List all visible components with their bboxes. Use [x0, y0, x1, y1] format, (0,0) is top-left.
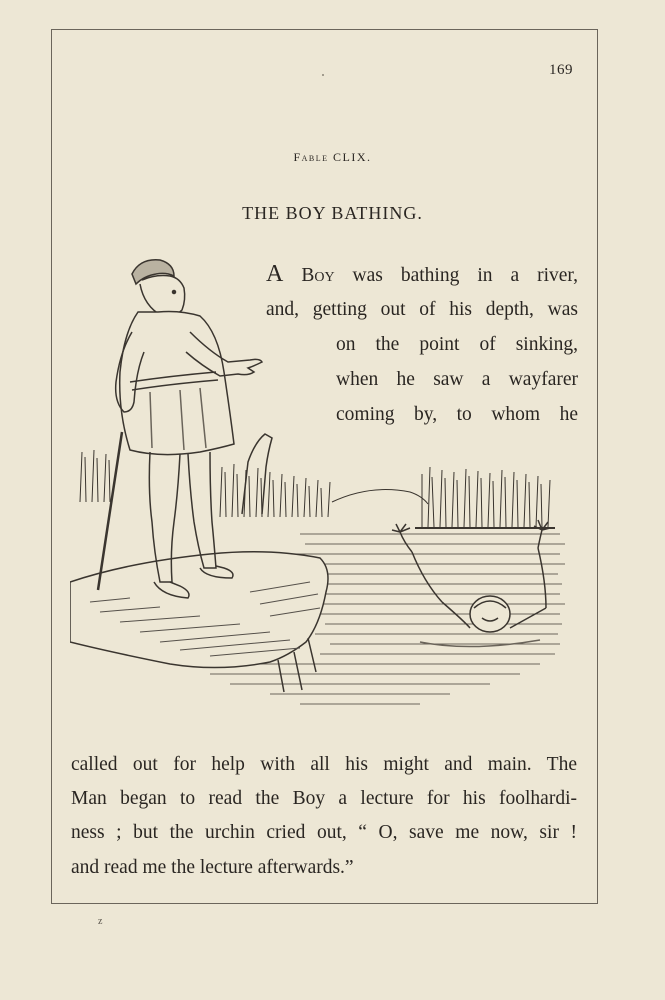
text-line-9: and read me the lecture afterwards.”	[71, 857, 354, 878]
reeds-right	[415, 467, 555, 528]
distant-hill	[332, 490, 428, 504]
story-title: THE BOY BATHING.	[242, 203, 423, 223]
drowning-boy	[392, 520, 550, 647]
walking-stick	[98, 432, 122, 590]
printer-signature-mark: z	[98, 916, 103, 927]
text-line-5: coming by, to whom he	[336, 404, 578, 425]
man-figure	[116, 260, 262, 598]
drop-cap: A	[266, 261, 284, 287]
line-1-rest: was bathing in a river,	[334, 265, 579, 286]
text-line-7: Man began to read the Boy a lecture for his foolhardi-	[71, 788, 577, 809]
paper-speck	[322, 74, 324, 76]
first-word: Boy	[301, 265, 335, 286]
text-line-8: ness ; but the urchin cried out, “ O, save me now, sir !	[71, 822, 577, 843]
riverbank	[70, 552, 328, 692]
text-line-2: and, getting out of his depth, was	[266, 299, 578, 320]
fable-number: Fable CLIX.	[293, 150, 372, 164]
text-line-6: called out for help with all his might and main. The	[71, 754, 577, 775]
engraving-illustration	[70, 252, 570, 722]
text-line-3: on the point of sinking,	[336, 334, 578, 355]
page-number: 169	[549, 62, 573, 78]
text-line-4: when he saw a wayfarer	[336, 369, 578, 390]
